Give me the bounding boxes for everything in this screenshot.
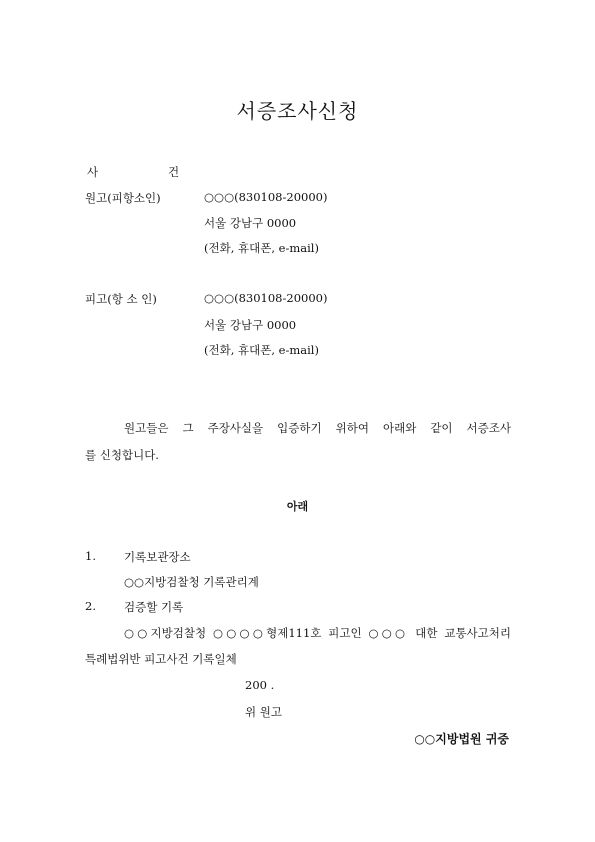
case-label-right: 건 <box>168 165 180 179</box>
signer: 위 원고 <box>245 705 282 719</box>
item-1-detail: ○○지방검찰청 기록관리계 <box>124 575 259 589</box>
case-label-left: 사 <box>87 165 99 179</box>
item-1-label: 기록보관장소 <box>124 550 191 564</box>
defendant-contact: (전화, 휴대폰, e-mail) <box>204 343 319 357</box>
section-heading: 아래 <box>286 500 309 513</box>
filing-date: 200 . <box>245 678 275 692</box>
defendant-label: 피고(항 소 인) <box>85 292 157 306</box>
plaintiff-label: 원고(피항소인) <box>85 191 161 205</box>
item-2-label: 검증할 기록 <box>124 600 184 614</box>
defendant-name: ○○○(830108-20000) <box>204 291 328 305</box>
item-1-number: 1. <box>85 549 96 563</box>
plaintiff-contact: (전화, 휴대폰, e-mail) <box>204 241 319 255</box>
item-2-detail-line-1: ○○지방검찰청 ○○○○형제111호 피고인 ○○○ 대한 교통사고처리 <box>124 626 511 640</box>
court-addressee: ○○지방법원 귀중 <box>414 732 509 746</box>
body-line-2: 를 신청합니다. <box>85 448 159 462</box>
item-2-number: 2. <box>85 599 96 613</box>
defendant-address: 서울 강남구 0000 <box>204 318 297 332</box>
body-line-1: 원고들은 그 주장사실을 입증하기 위하여 아래와 같이 서증조사 <box>124 421 511 435</box>
item-2-detail-line-2: 특례법위반 피고사건 기록일체 <box>85 652 237 666</box>
plaintiff-address: 서울 강남구 0000 <box>204 216 297 230</box>
plaintiff-name: ○○○(830108-20000) <box>204 190 328 204</box>
document-title: 서증조사신청 <box>236 99 359 123</box>
